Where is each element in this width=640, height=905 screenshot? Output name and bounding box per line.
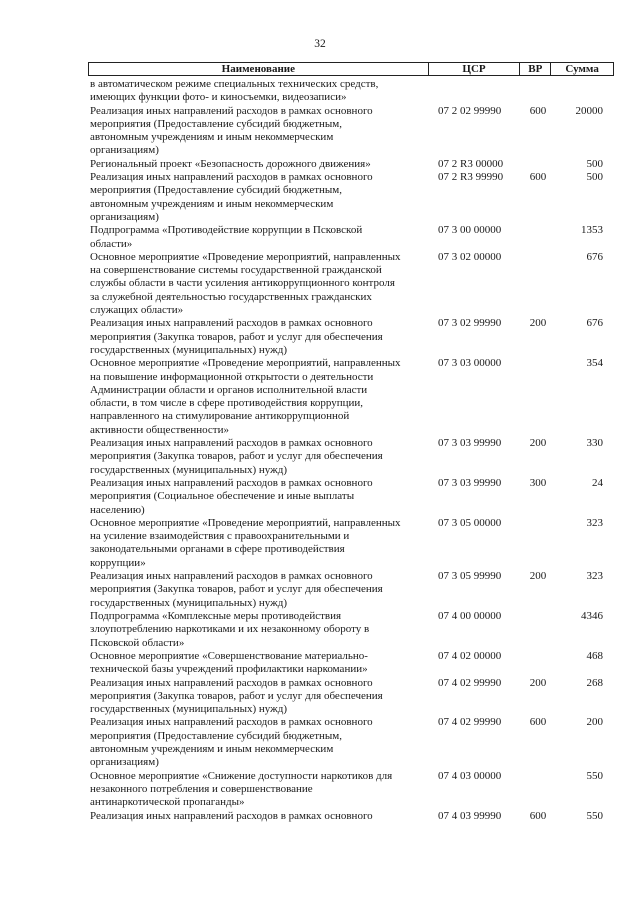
- row-name-line: Основное мероприятие «Проведение мероприятий, направленных: [90, 357, 401, 370]
- row-name: [90, 570, 430, 610]
- row-name: [90, 105, 430, 158]
- row-name: [90, 810, 430, 823]
- row-vr: 600: [529, 716, 547, 729]
- row-sum: 24: [592, 477, 603, 489]
- row-name-line: технической базы учреждений профилактики наркомании»: [90, 663, 368, 676]
- row-name-line: мероприятия (Предоставление субсидий бюджетным,: [90, 729, 342, 742]
- header-vr: ВР: [520, 63, 551, 75]
- row-name-line: Реализация иных направлений расходов в рамках основного: [90, 570, 373, 583]
- row-name-line: автономным учреждениям и иным некоммерческим: [90, 742, 334, 755]
- row-name-line: организациям): [90, 144, 159, 157]
- row-name-line: государственных (муниципальных) нужд): [90, 703, 287, 716]
- row-vr: 600: [529, 104, 547, 117]
- row-name: [90, 517, 430, 570]
- row-name-line: Основное мероприятие «Проведение мероприятий, направленных: [90, 516, 401, 529]
- row-name-line: мероприятия (Предоставление субсидий бюджетным,: [90, 117, 342, 130]
- row-name-line: активности общественности»: [90, 423, 230, 436]
- row-name-line: Администрации области и органов исполнительной власти: [90, 383, 368, 396]
- row-vr: 200: [529, 570, 547, 583]
- row-csr: 07 4 02 00000: [438, 649, 502, 662]
- row-name-line: Реализация иных направлений расходов в рамках основного: [90, 716, 373, 729]
- row-sum: 500: [586, 171, 603, 184]
- row-name-line: Псковской области»: [90, 636, 185, 649]
- row-name-line: законодательными органами в сфере противодействия: [90, 543, 345, 556]
- row-name-line: на совершенствование системы государственной гражданской: [90, 264, 382, 277]
- row-sum: 1353: [581, 224, 603, 237]
- row-csr: 07 2 02 99990: [438, 104, 502, 117]
- row-name-line: злоупотреблению наркотиками и их незаконному обороту в: [90, 623, 370, 636]
- row-name: [90, 224, 430, 251]
- row-name-line: Региональный проект «Безопасность дорожного движения»: [90, 157, 371, 170]
- row-sum: 20000: [575, 104, 603, 117]
- row-csr: 07 3 00 00000: [438, 224, 502, 237]
- row-name-line: автономным учреждениям и иным некоммерческим: [90, 131, 334, 144]
- row-csr: 07 3 02 99990: [438, 317, 502, 330]
- row-name-line: Подпрограмма «Комплексные меры противодействия: [90, 610, 342, 622]
- row-sum: 323: [586, 570, 603, 583]
- row-vr: 200: [529, 676, 547, 689]
- header-sum: Сумма: [565, 63, 599, 75]
- row-vr: 200: [529, 317, 547, 330]
- row-name: [90, 357, 430, 437]
- row-csr: 07 3 03 99990: [438, 437, 502, 450]
- row-name-line: Реализация иных направлений расходов в рамках основного: [90, 104, 373, 117]
- row-name-line: Реализация иных направлений расходов в рамках основного: [90, 477, 373, 489]
- row-sum: 354: [586, 357, 603, 370]
- row-name-line: мероприятия (Предоставление субсидий бюджетным,: [90, 184, 342, 197]
- row-sum: 550: [586, 769, 603, 782]
- table-header: [88, 62, 614, 76]
- row-name-line: мероприятия (Закупка товаров, работ и услуг для обеспечения: [90, 330, 383, 343]
- row-name-line: Основное мероприятие «Снижение доступности наркотиков для: [90, 769, 393, 782]
- row-name-line: организациям): [90, 210, 159, 223]
- row-name-line: Основное мероприятие «Проведение мероприятий, направленных: [90, 250, 401, 263]
- row-name-line: автономным учреждениям и иным некоммерческим: [90, 197, 334, 210]
- row-name: [90, 716, 430, 769]
- row-name: [90, 158, 430, 171]
- row-name-line: населению): [90, 503, 145, 516]
- row-csr: 07 3 02 00000: [438, 250, 502, 263]
- row-name: [90, 171, 430, 224]
- row-name-line: имеющих функции фото- и киносъемки, видеозаписи»: [90, 91, 347, 104]
- row-csr: 07 2 R3 00000: [438, 157, 504, 170]
- row-name: [90, 251, 430, 317]
- row-name-line: незаконного потребления и совершенствование: [90, 782, 313, 795]
- row-name-line: государственных (муниципальных) нужд): [90, 343, 287, 356]
- row-sum: 550: [586, 809, 603, 822]
- row-name-line: Основное мероприятие «Совершенствование материально-: [90, 649, 368, 662]
- row-name-line: Реализация иных направлений расходов в рамках основного: [90, 317, 373, 330]
- row-sum: 676: [586, 317, 603, 330]
- row-sum: 268: [586, 676, 603, 689]
- row-vr: 600: [529, 809, 547, 822]
- row-csr: 07 4 02 99990: [438, 676, 502, 689]
- row-name: [90, 78, 430, 105]
- row-csr: 07 3 03 99990: [438, 477, 502, 489]
- row-name: [90, 610, 430, 650]
- header-csr: ЦСР: [429, 63, 521, 75]
- row-name-line: государственных (муниципальных) нужд): [90, 596, 287, 609]
- row-name-line: организациям): [90, 756, 159, 769]
- row-vr: 200: [529, 437, 547, 450]
- row-name-line: коррупции»: [90, 556, 146, 569]
- row-csr: 07 4 03 00000: [438, 769, 502, 782]
- row-name: [90, 317, 430, 357]
- row-name-line: мероприятия (Закупка товаров, работ и услуг для обеспечения: [90, 450, 383, 463]
- row-name-line: мероприятия (Закупка товаров, работ и услуг для обеспечения: [90, 689, 383, 702]
- row-name: [90, 677, 430, 717]
- row-name-line: на повышение информационной открытости о деятельности: [90, 370, 374, 383]
- row-name-line: Реализация иных направлений расходов в рамках основного: [90, 437, 373, 450]
- row-sum: 323: [586, 516, 603, 529]
- row-name-line: направленного на стимулирование антикоррупционной: [90, 410, 350, 423]
- row-sum: 200: [586, 716, 603, 729]
- row-name-line: Реализация иных направлений расходов в рамках основного: [90, 676, 373, 689]
- row-csr: 07 3 03 00000: [438, 357, 502, 370]
- row-sum: 676: [586, 250, 603, 263]
- row-name-line: мероприятия (Закупка товаров, работ и услуг для обеспечения: [90, 583, 383, 596]
- row-name-line: области, в том числе в сфере противодействия коррупции,: [90, 397, 364, 410]
- row-name-line: мероприятия (Социальное обеспечение и иные выплаты: [90, 490, 355, 503]
- row-name-line: службы области в части усиления антикоррупционного контроля: [90, 277, 395, 290]
- row-name-line: на усиление взаимодействия с правоохранительными и: [90, 530, 350, 543]
- row-sum: 330: [586, 437, 603, 450]
- row-vr: 300: [529, 477, 547, 489]
- row-csr: 07 4 02 99990: [438, 716, 502, 729]
- row-name-line: за служебной деятельностью государственных гражданских: [90, 290, 372, 303]
- row-csr: 07 3 05 99990: [438, 570, 502, 583]
- row-name-line: служащих области»: [90, 304, 184, 317]
- row-sum: 500: [586, 157, 603, 170]
- row-csr: 07 3 05 00000: [438, 516, 502, 529]
- header-name: Наименование: [89, 63, 429, 75]
- row-name-line: антинаркотической пропаганды»: [90, 796, 245, 809]
- row-sum: 4346: [581, 610, 603, 622]
- row-name-line: области»: [90, 237, 133, 250]
- row-name-line: в автоматическом режиме специальных технических средств,: [90, 78, 379, 90]
- row-name: [90, 770, 430, 810]
- row-csr: 07 2 R3 99990: [438, 171, 504, 184]
- row-csr: 07 4 03 99990: [438, 809, 502, 822]
- row-name: [90, 477, 430, 517]
- row-csr: 07 4 00 00000: [438, 610, 502, 622]
- row-name: [90, 437, 430, 477]
- row-name-line: Подпрограмма «Противодействие коррупции в Псковской: [90, 224, 363, 237]
- page-number: 32: [314, 38, 326, 50]
- row-name: [90, 650, 430, 677]
- row-name-line: государственных (муниципальных) нужд): [90, 463, 287, 476]
- row-vr: 600: [529, 171, 547, 184]
- row-sum: 468: [586, 649, 603, 662]
- row-name-line: Реализация иных направлений расходов в рамках основного: [90, 171, 373, 184]
- row-name-line: Реализация иных направлений расходов в рамках основного: [90, 809, 373, 822]
